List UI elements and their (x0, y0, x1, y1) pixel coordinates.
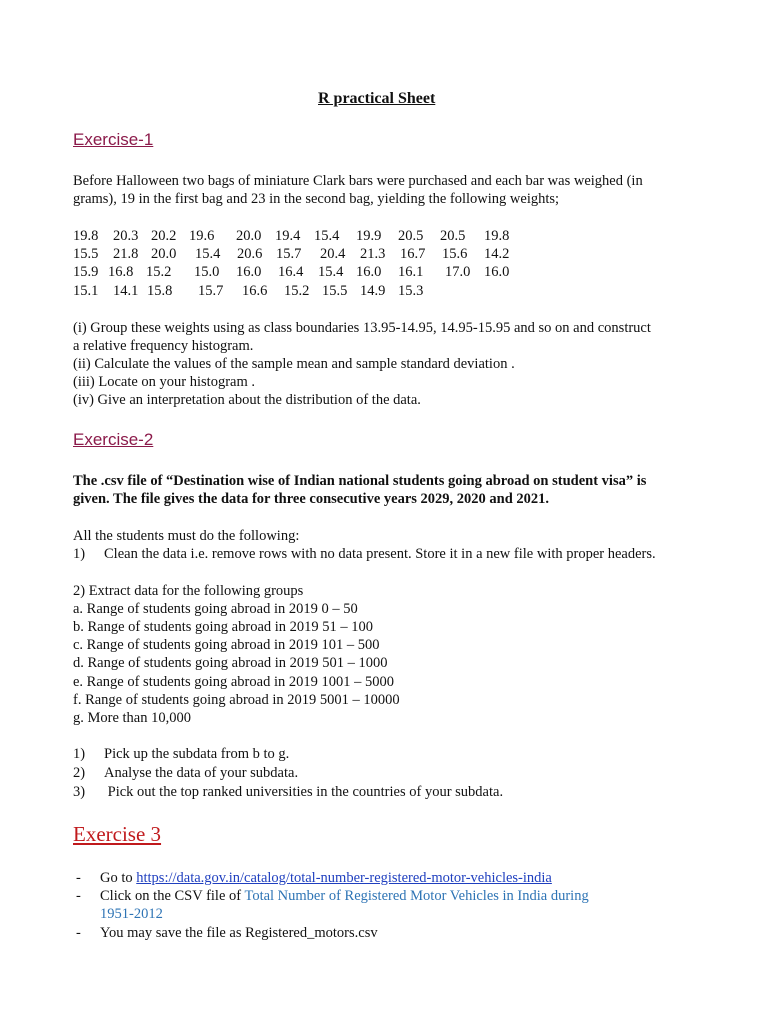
weight-value: 19.8 (73, 228, 99, 244)
weight-value: 15.2 (146, 264, 172, 280)
group-item-b: b. Range of students going abroad in 2019 51 – 100 (73, 619, 374, 635)
weight-value: 16.0 (236, 264, 262, 280)
weight-value: 15.4 (314, 228, 340, 244)
task-item: Pick up the subdata from b to g. (104, 746, 290, 762)
group-item-d: d. Range of students going abroad in 2019 501 – 1000 (73, 655, 388, 671)
exercise-1-heading: Exercise-1 (73, 130, 154, 149)
task-number: 3) (73, 784, 86, 800)
weight-value: 15.1 (73, 283, 99, 299)
ex1-intro-line-1: Before Halloween two bags of miniature Clark bars were purchased and each bar was weighed (in (73, 173, 643, 189)
ex2-bold-line-1: The .csv file of “Destination wise of Indian national students going abroad on student visa” is (73, 473, 647, 489)
ex2-bold-line-2: given. The file gives the data for three consecutive years 2029, 2020 and 2021. (73, 491, 550, 507)
weight-value: 15.7 (276, 246, 302, 262)
weight-value: 14.2 (484, 246, 510, 262)
exercise-3-heading: Exercise 3 (73, 822, 162, 846)
ex1-question-2: (ii) Calculate the values of the sample mean and sample standard deviation . (73, 356, 515, 372)
dataset-title-link[interactable]: Total Number of Registered Motor Vehicles in India during (244, 888, 589, 904)
weight-value: 20.6 (237, 246, 263, 262)
bullet-dash: - (76, 925, 81, 941)
weight-value: 16.0 (356, 264, 382, 280)
weight-value: 20.5 (440, 228, 466, 244)
weight-value: 20.3 (113, 228, 139, 244)
group-item-a: a. Range of students going abroad in 2019 0 – 50 (73, 601, 358, 617)
ex2-step-1: Clean the data i.e. remove rows with no data present. Store it in a new file with proper headers. (104, 546, 656, 562)
ex1-question-3: (iii) Locate on your histogram . (73, 374, 256, 390)
weight-value: 15.2 (284, 283, 310, 299)
click-label: Click on the CSV file of (100, 888, 245, 904)
goto-label: Go to (100, 870, 137, 886)
weight-value: 19.4 (275, 228, 301, 244)
task-number: 2) (73, 765, 86, 781)
ex2-step-2: 2) Extract data for the following groups (73, 583, 304, 599)
weight-value: 15.0 (194, 264, 220, 280)
weight-value: 17.0 (445, 264, 471, 280)
group-item-f: f. Range of students going abroad in 2019 5001 – 10000 (73, 692, 400, 708)
page-title: R practical Sheet (318, 90, 436, 107)
weight-value: 20.2 (151, 228, 177, 244)
ex1-question-4: (iv) Give an interpretation about the distribution of the data. (73, 392, 421, 408)
weight-value: 15.5 (73, 246, 99, 262)
bullet-dash: - (76, 870, 81, 886)
weight-value: 15.4 (195, 246, 221, 262)
weight-value: 14.9 (360, 283, 386, 299)
weight-value: 16.6 (242, 283, 268, 299)
dataset-years[interactable]: 1951-2012 (100, 906, 163, 922)
bullet-dash: - (76, 888, 81, 904)
weight-value: 19.9 (356, 228, 382, 244)
weight-value: 21.3 (360, 246, 386, 262)
exercise-2-heading: Exercise-2 (73, 430, 154, 449)
click-line (100, 887, 589, 905)
weight-value: 15.7 (198, 283, 224, 299)
weight-value: 20.4 (320, 246, 346, 262)
weight-value: 21.8 (113, 246, 139, 262)
ex1-question-1a: (i) Group these weights using as class boundaries 13.95-14.95, 14.95-15.95 and so on and construct (73, 320, 651, 336)
task-item: Analyse the data of your subdata. (104, 765, 299, 781)
save-line: You may save the file as Registered_motors.csv (100, 925, 378, 941)
ex1-intro-line-2: grams), 19 in the first bag and 23 in the second bag, yielding the following weights; (73, 191, 560, 207)
ex2-instruction: All the students must do the following: (73, 528, 300, 544)
weight-value: 16.8 (108, 264, 134, 280)
weight-value: 16.1 (398, 264, 424, 280)
weight-value: 15.6 (442, 246, 468, 262)
weight-value: 15.8 (147, 283, 173, 299)
weight-value: 15.5 (322, 283, 348, 299)
weight-value: 16.4 (278, 264, 304, 280)
ex1-question-1b: a relative frequency histogram. (73, 338, 254, 354)
weight-value: 15.9 (73, 264, 99, 280)
task-item: Pick out the top ranked universities in the countries of your subdata. (104, 784, 504, 800)
ex2-step-1-number: 1) (73, 546, 86, 562)
weight-value: 19.6 (189, 228, 215, 244)
weight-value: 20.5 (398, 228, 424, 244)
weight-value: 19.8 (484, 228, 510, 244)
weight-value: 15.4 (318, 264, 344, 280)
weight-value: 20.0 (151, 246, 177, 262)
goto-line (100, 869, 552, 887)
weight-value: 16.7 (400, 246, 426, 262)
weight-value: 14.1 (113, 283, 139, 299)
task-number: 1) (73, 746, 86, 762)
weight-value: 16.0 (484, 264, 510, 280)
group-item-c: c. Range of students going abroad in 2019 101 – 500 (73, 637, 380, 653)
weight-value: 20.0 (236, 228, 262, 244)
group-item-g: g. More than 10,000 (73, 710, 191, 726)
data-gov-link[interactable]: https://data.gov.in/catalog/total-number-registered-motor-vehicles-india (136, 870, 552, 886)
weight-value: 15.3 (398, 283, 424, 299)
group-item-e: e. Range of students going abroad in 2019 1001 – 5000 (73, 674, 394, 690)
